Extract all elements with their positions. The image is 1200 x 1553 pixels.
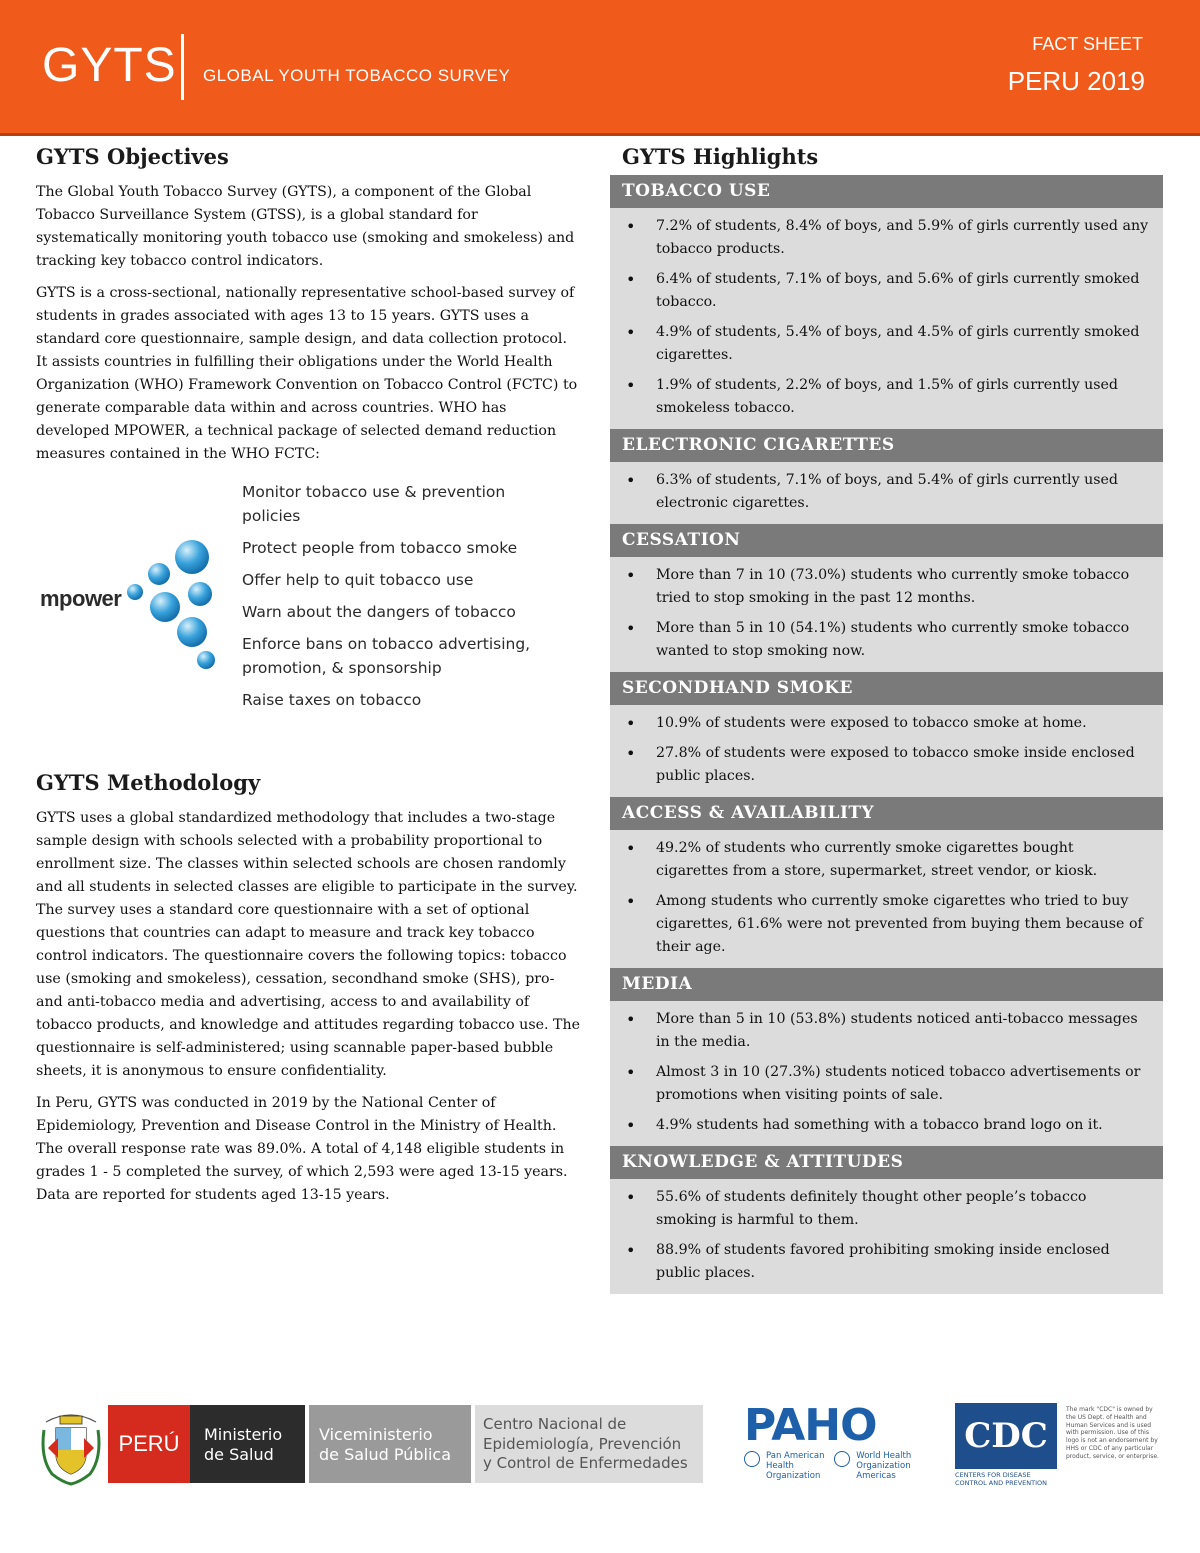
left-column: [36, 144, 581, 1216]
section-heading-knowledge-attitudes: KNOWLEDGE & ATTITUDES: [610, 1146, 1163, 1179]
mpower-item: Monitor tobacco use & prevention policies: [242, 483, 506, 525]
mpower-item: Enforce bans on tobacco advertising, promotion, & sponsorship: [242, 635, 531, 677]
list-item: • More than 7 in 10 (73.0%) students who currently smoke tobacco tried to stop smoking in the past 12 months.: [618, 564, 1149, 610]
cdc-wordmark: CDC: [955, 1403, 1057, 1469]
section-heading-secondhand-smoke: SECONDHAND SMOKE: [610, 672, 1163, 705]
electronic-cigarettes-list: [610, 462, 1163, 524]
ministerio-line: de Salud: [204, 1445, 274, 1464]
list-item: • 10.9% of students were exposed to tobacco smoke at home.: [618, 712, 1149, 735]
globe-icon: [744, 1451, 760, 1467]
viceministerio-line: de Salud Pública: [319, 1445, 452, 1464]
section-heading-access-availability: ACCESS & AVAILABILITY: [610, 797, 1163, 830]
objectives-title: GYTS Objectives: [36, 144, 229, 169]
paho-logo: [744, 1400, 922, 1487]
cessation-list: [610, 557, 1163, 672]
paho-subtitles: [744, 1451, 922, 1481]
right-column: [610, 144, 1163, 1294]
header-subtitle: GLOBAL YOUTH TOBACCO SURVEY: [203, 66, 511, 85]
partner-logos: [0, 1400, 1200, 1500]
section-heading-tobacco-use: TOBACCO USE: [610, 175, 1163, 208]
header-divider: [181, 34, 184, 100]
gyts-logo: GYTS: [42, 39, 177, 92]
list-item: • 27.8% of students were exposed to tobacco smoke inside enclosed public places.: [618, 742, 1149, 788]
methodology-title: GYTS Methodology: [36, 770, 261, 795]
mpower-list: [242, 480, 562, 720]
mpower-item: Offer help to quit tobacco use: [242, 571, 474, 589]
centro-line: y Control de Enfermedades: [483, 1454, 688, 1472]
peru-logo: PERÚ: [108, 1405, 190, 1483]
list-item: • More than 5 in 10 (53.8%) students noticed anti-tobacco messages in the media.: [618, 1008, 1149, 1054]
section-heading-media: MEDIA: [610, 968, 1163, 1001]
list-item: • 88.9% of students favored prohibiting smoking inside enclosed public places.: [618, 1239, 1149, 1285]
media-list: [610, 1001, 1163, 1146]
list-item: • More than 5 in 10 (54.1%) students who currently smoke tobacco wanted to stop smoking now.: [618, 617, 1149, 663]
paho-wordmark: PAHO: [744, 1400, 877, 1451]
country-year-label: PERU 2019: [1007, 66, 1145, 96]
mpower-logo-text: mpower: [40, 586, 122, 611]
methodology-section: [36, 770, 581, 1207]
list-item: • Among students who currently smoke cigarettes who tried to buy cigarettes, 61.6% were not prevented from buying them because of their age.: [618, 890, 1149, 959]
section-heading-electronic-cigarettes: ELECTRONIC CIGARETTES: [610, 429, 1163, 462]
viceministerio-line: Viceministerio: [319, 1425, 433, 1444]
cdc-disclaimer: The mark "CDC" is owned by the US Dept. of Health and Human Services and is used with permission. Use of this logo is not an endorsement by HHS or CDC of any particular product, service, or enterprise.: [1066, 1406, 1159, 1460]
centro-line: Centro Nacional de: [483, 1415, 627, 1433]
access-availability-list: [610, 830, 1163, 968]
centro-nacional-logo: [475, 1405, 703, 1483]
highlights-title: GYTS Highlights: [622, 144, 819, 169]
mpower-graphic: [36, 480, 581, 766]
highlights-box: [610, 175, 1163, 1294]
secondhand-smoke-list: [610, 705, 1163, 797]
list-item: • 7.2% of students, 8.4% of boys, and 5.9% of girls currently used any tobacco products.: [618, 215, 1149, 261]
header-banner: [0, 0, 1200, 136]
knowledge-attitudes-list: [610, 1179, 1163, 1294]
methodology-paragraph: GYTS uses a global standardized methodology that includes a two-stage sample design with schools selected with a probability proportional to enrollment size. The classes within selected schools are chosen randomly and all students in selected classes are eligible to participate in the survey. The survey uses a standard core questionnaire with a set of optional questions that countries can adapt to measure and track key tobacco control indicators. The questionnaire covers the following topics: tobacco use (smoking and smokeless), cessation, secondhand smoke (SHS), pro- and anti-tobacco media and advertising, access to and availability of tobacco products, and knowledge and attitudes regarding tobacco use. The questionnaire is self-administered; using scannable paper-based bubble sheets, it is anonymous to ensure confidentiality.: [36, 810, 581, 1079]
tobacco-use-list: [610, 208, 1163, 429]
peru-coat-of-arms-icon: [38, 1408, 104, 1488]
viceministerio-logo: [309, 1405, 471, 1483]
list-item: • 4.9% students had something with a tobacco brand logo on it.: [618, 1114, 1149, 1137]
section-heading-cessation: CESSATION: [610, 524, 1163, 557]
cdc-logo: [955, 1403, 1060, 1487]
list-item: • 6.3% of students, 7.1% of boys, and 5.4% of girls currently used electronic cigarettes.: [618, 469, 1149, 515]
objectives-paragraph: GYTS is a cross-sectional, nationally representative school-based survey of students in grades associated with ages 13 to 15 years. GYTS uses a standard core questionnaire, sample design, and data collection protocol. It assists countries in fulfilling their obligations under the World Health Organization (WHO) Framework Convention on Tobacco Control (FCTC) to generate comparable data within and across countries. WHO has developed MPOWER, a technical package of selected demand reduction measures contained in the WHO FCTC:: [36, 285, 578, 462]
mpower-item: Warn about the dangers of tobacco: [242, 603, 516, 621]
who-emblem-icon: [834, 1451, 850, 1467]
list-item: • 49.2% of students who currently smoke cigarettes bought cigarettes from a store, supermarket, street vendor, or kiosk.: [618, 837, 1149, 883]
cdc-caption: CENTERS FOR DISEASE CONTROL AND PREVENTION: [955, 1471, 1048, 1487]
list-item: • Almost 3 in 10 (27.3%) students noticed tobacco advertisements or promotions when visiting points of sale.: [618, 1061, 1149, 1107]
ministerio-line: Ministerio: [204, 1425, 283, 1444]
list-item: • 6.4% of students, 7.1% of boys, and 5.6% of girls currently smoked tobacco.: [618, 268, 1149, 314]
mpower-item: Raise taxes on tobacco: [242, 691, 422, 709]
methodology-paragraph: In Peru, GYTS was conducted in 2019 by the National Center of Epidemiology, Prevention and Disease Control in the Ministry of Health. The overall response rate was 89.0%. A total of 4,148 eligible students in grades 1 - 5 completed the survey, of which 2,593 were aged 13-15 years. Data are reported for students aged 13-15 years.: [36, 1095, 568, 1203]
mpower-item: Protect people from tobacco smoke: [242, 539, 518, 557]
list-item: • 4.9% of students, 5.4% of boys, and 4.5% of girls currently smoked cigarettes.: [618, 321, 1149, 367]
list-item: • 1.9% of students, 2.2% of boys, and 1.5% of girls currently used smokeless tobacco.: [618, 374, 1149, 420]
who-sub-text: World Health Organization Americas: [856, 1451, 912, 1481]
centro-line: Epidemiología, Prevención: [483, 1434, 682, 1453]
objectives-paragraph: The Global Youth Tobacco Survey (GYTS), a component of the Global Tobacco Surveillance System (GTSS), is a global standard for systematically monitoring youth tobacco use (smoking and smokeless) and tracking key tobacco control indicators.: [36, 184, 575, 269]
paho-sub-text: Pan American Health Organization: [766, 1451, 825, 1481]
doc-type-label: FACT SHEET: [1032, 34, 1143, 54]
ministerio-salud-logo: [190, 1405, 305, 1483]
list-item: • 55.6% of students definitely thought other people’s tobacco smoking is harmful to them.: [618, 1186, 1149, 1232]
